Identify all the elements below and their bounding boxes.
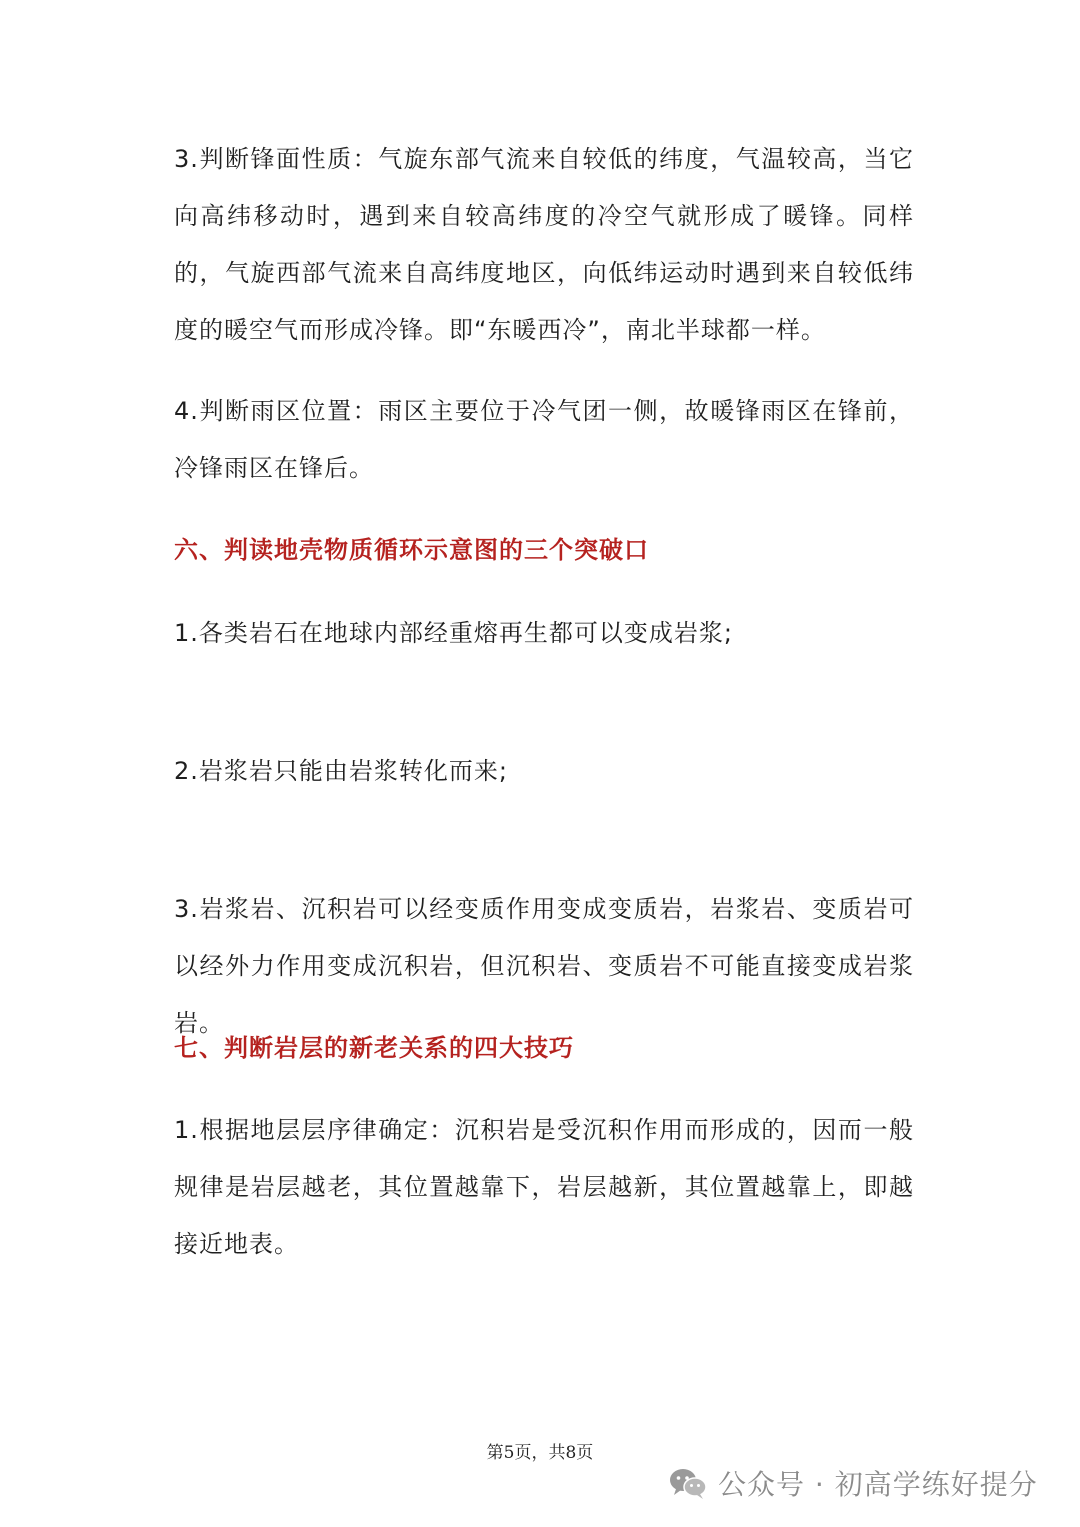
section-heading-six: 六、判读地壳物质循环示意图的三个突破口 — [174, 536, 649, 564]
paragraph-rain-zone: 4.判断雨区位置：雨区主要位于冷气团一侧，故暖锋雨区在锋前，冷锋雨区在锋后。 — [174, 397, 914, 482]
section-heading-seven: 七、判断岩层的新老关系的四大技巧 — [174, 1034, 574, 1062]
paragraph-frontal-nature: 3.判断锋面性质：气旋东部气流来自较低的纬度，气温较高，当它向高纬移动时，遇到来自较高纬度的冷空气就形成了暖锋。同样的，气旋西部气流来自高纬度地区，向低纬运动时遇到来自较低纬度的暖空气而形成冷锋。即“东暖西冷”，南北半球都一样。 — [174, 145, 914, 344]
paragraph-stratigraphy: 1.根据地层层序律确定：沉积岩是受沉积作用而形成的，因而一般规律是岩层越老，其位置越靠下，岩层越新，其位置越靠上，即越接近地表。 — [174, 1116, 914, 1258]
account-watermark — [668, 1461, 1038, 1505]
wechat-icon — [668, 1466, 708, 1500]
watermark-text: 公众号 · 初高学练好提分 — [718, 1468, 1038, 1501]
paragraph-igneous: 2.岩浆岩只能由岩浆转化而来; — [174, 757, 508, 785]
paragraph-rock-transform: 3.岩浆岩、沉积岩可以经变质作用变成变质岩，岩浆岩、变质岩可以经外力作用变成沉积岩，但沉积岩、变质岩不可能直接变成岩浆岩。 — [174, 895, 914, 1037]
paragraph-remelting: 1.各类岩石在地球内部经重熔再生都可以变成岩浆; — [174, 619, 733, 647]
page-number: 第5页，共8页 — [486, 1443, 594, 1463]
